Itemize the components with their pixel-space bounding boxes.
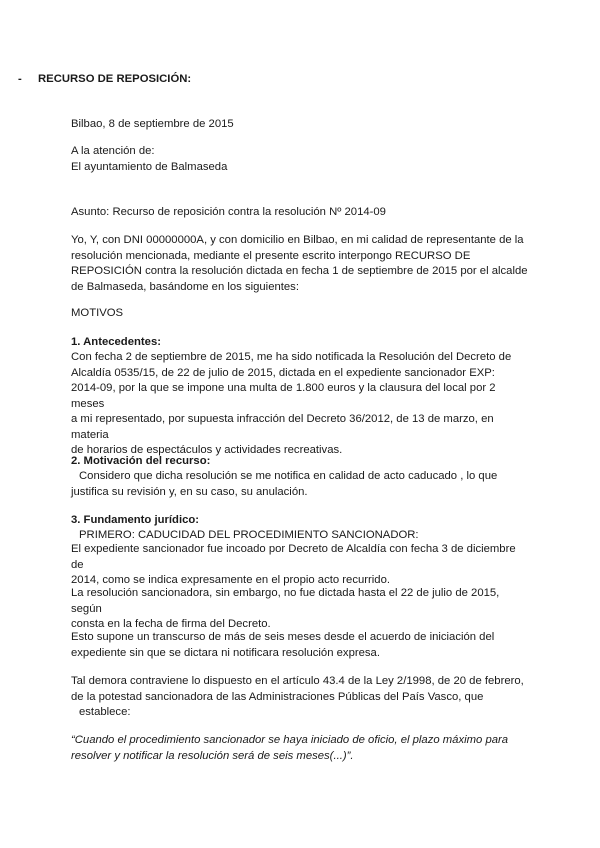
para-line: 2014, como se indica expresamente en el propio acto recurrido. bbox=[71, 574, 391, 586]
section3-title: 3. Fundamento jurídico: bbox=[71, 514, 200, 526]
para-line: Tal demora contraviene lo dispuesto en el artículo 43.4 de la Ley 2/1998, de 20 de febrero, bbox=[71, 675, 524, 687]
section1-line: de horarios de espectáculos y actividades recreativas. bbox=[71, 444, 343, 456]
attention-recipient: El ayuntamiento de Balmaseda bbox=[71, 161, 228, 173]
intro-line: REPOSICIÓN contra la resolución dictada en fecha 1 de septiembre de 2015 por el alcalde bbox=[71, 265, 528, 277]
para-line: expediente sin que se dictara ni notificara resolución expresa. bbox=[71, 646, 380, 659]
section1-line: 2014-09, por la que se impone una multa de 1.800 euros y la clausura del local por 2 meses bbox=[71, 382, 496, 410]
section3-para2 bbox=[71, 586, 531, 633]
quote-line: resolver y notificar la resolución será de seis meses(...)”. bbox=[71, 749, 354, 762]
section2-line: Considero que dicha resolución se me notifica en calidad de acto caducado , lo que bbox=[79, 470, 498, 482]
section2-title: 2. Motivación del recurso: bbox=[71, 455, 211, 467]
section2-body bbox=[71, 469, 531, 500]
intro-line: Yo, Y, con DNI 00000000A, y con domicilio en Bilbao, en mi calidad de representante de la bbox=[71, 234, 524, 246]
section3-subtitle: PRIMERO: CADUCIDAD DEL PROCEDIMIENTO SANCIONADOR: bbox=[79, 529, 419, 541]
section1-body bbox=[71, 350, 531, 459]
legal-quote bbox=[71, 733, 531, 764]
intro-paragraph bbox=[71, 233, 531, 295]
intro-line: resolución mencionada, mediante el presente escrito interpongo RECURSO DE bbox=[71, 249, 471, 262]
quote-line: “Cuando el procedimiento sancionador se haya iniciado de oficio, el plazo máximo para bbox=[71, 734, 509, 746]
section1-line: Con fecha 2 de septiembre de 2015, me ha sido notificada la Resolución del Decreto de bbox=[71, 351, 512, 363]
para-line: La resolución sancionadora, sin embargo, no fue dictada hasta el 22 de julio de 2015, según bbox=[71, 587, 500, 615]
place-date: Bilbao, 8 de septiembre de 2015 bbox=[71, 118, 234, 130]
motivos-label: MOTIVOS bbox=[71, 307, 124, 319]
intro-line: de Balmaseda, basándome en los siguientes: bbox=[71, 280, 299, 293]
heading-bullet: - bbox=[18, 73, 22, 85]
para-line: establece: bbox=[79, 706, 131, 718]
para-line: Esto supone un transcurso de más de seis meses desde el acuerdo de iniciación del bbox=[71, 631, 495, 643]
para-line: consta en la fecha de firma del Decreto. bbox=[71, 618, 271, 630]
section3-para4 bbox=[71, 674, 531, 721]
section3-para3 bbox=[71, 630, 531, 661]
subject-line: Asunto: Recurso de reposición contra la resolución Nº 2014-09 bbox=[71, 206, 386, 218]
section1-title: 1. Antecedentes: bbox=[71, 336, 161, 348]
para-line: de la potestad sancionadora de las Administraciones Públicas del País Vasco, que bbox=[71, 690, 484, 703]
para-line: El expediente sancionador fue incoado por Decreto de Alcaldía con fecha 3 de diciembre de bbox=[71, 543, 516, 571]
section1-line: Alcaldía 0535/15, de 22 de julio de 2015, dictada en el expediente sancionador EXP: bbox=[71, 366, 495, 379]
document-heading bbox=[18, 72, 191, 88]
heading-title: RECURSO DE REPOSICIÓN: bbox=[38, 73, 192, 85]
section3-para1 bbox=[71, 542, 531, 589]
section1-line: a mi representado, por supuesta infracción del Decreto 36/2012, de 13 de marzo, en materia bbox=[71, 413, 494, 441]
attention-label: A la atención de: bbox=[71, 145, 155, 157]
section2-line: justifica su revisión y, en su caso, su anulación. bbox=[71, 485, 308, 498]
